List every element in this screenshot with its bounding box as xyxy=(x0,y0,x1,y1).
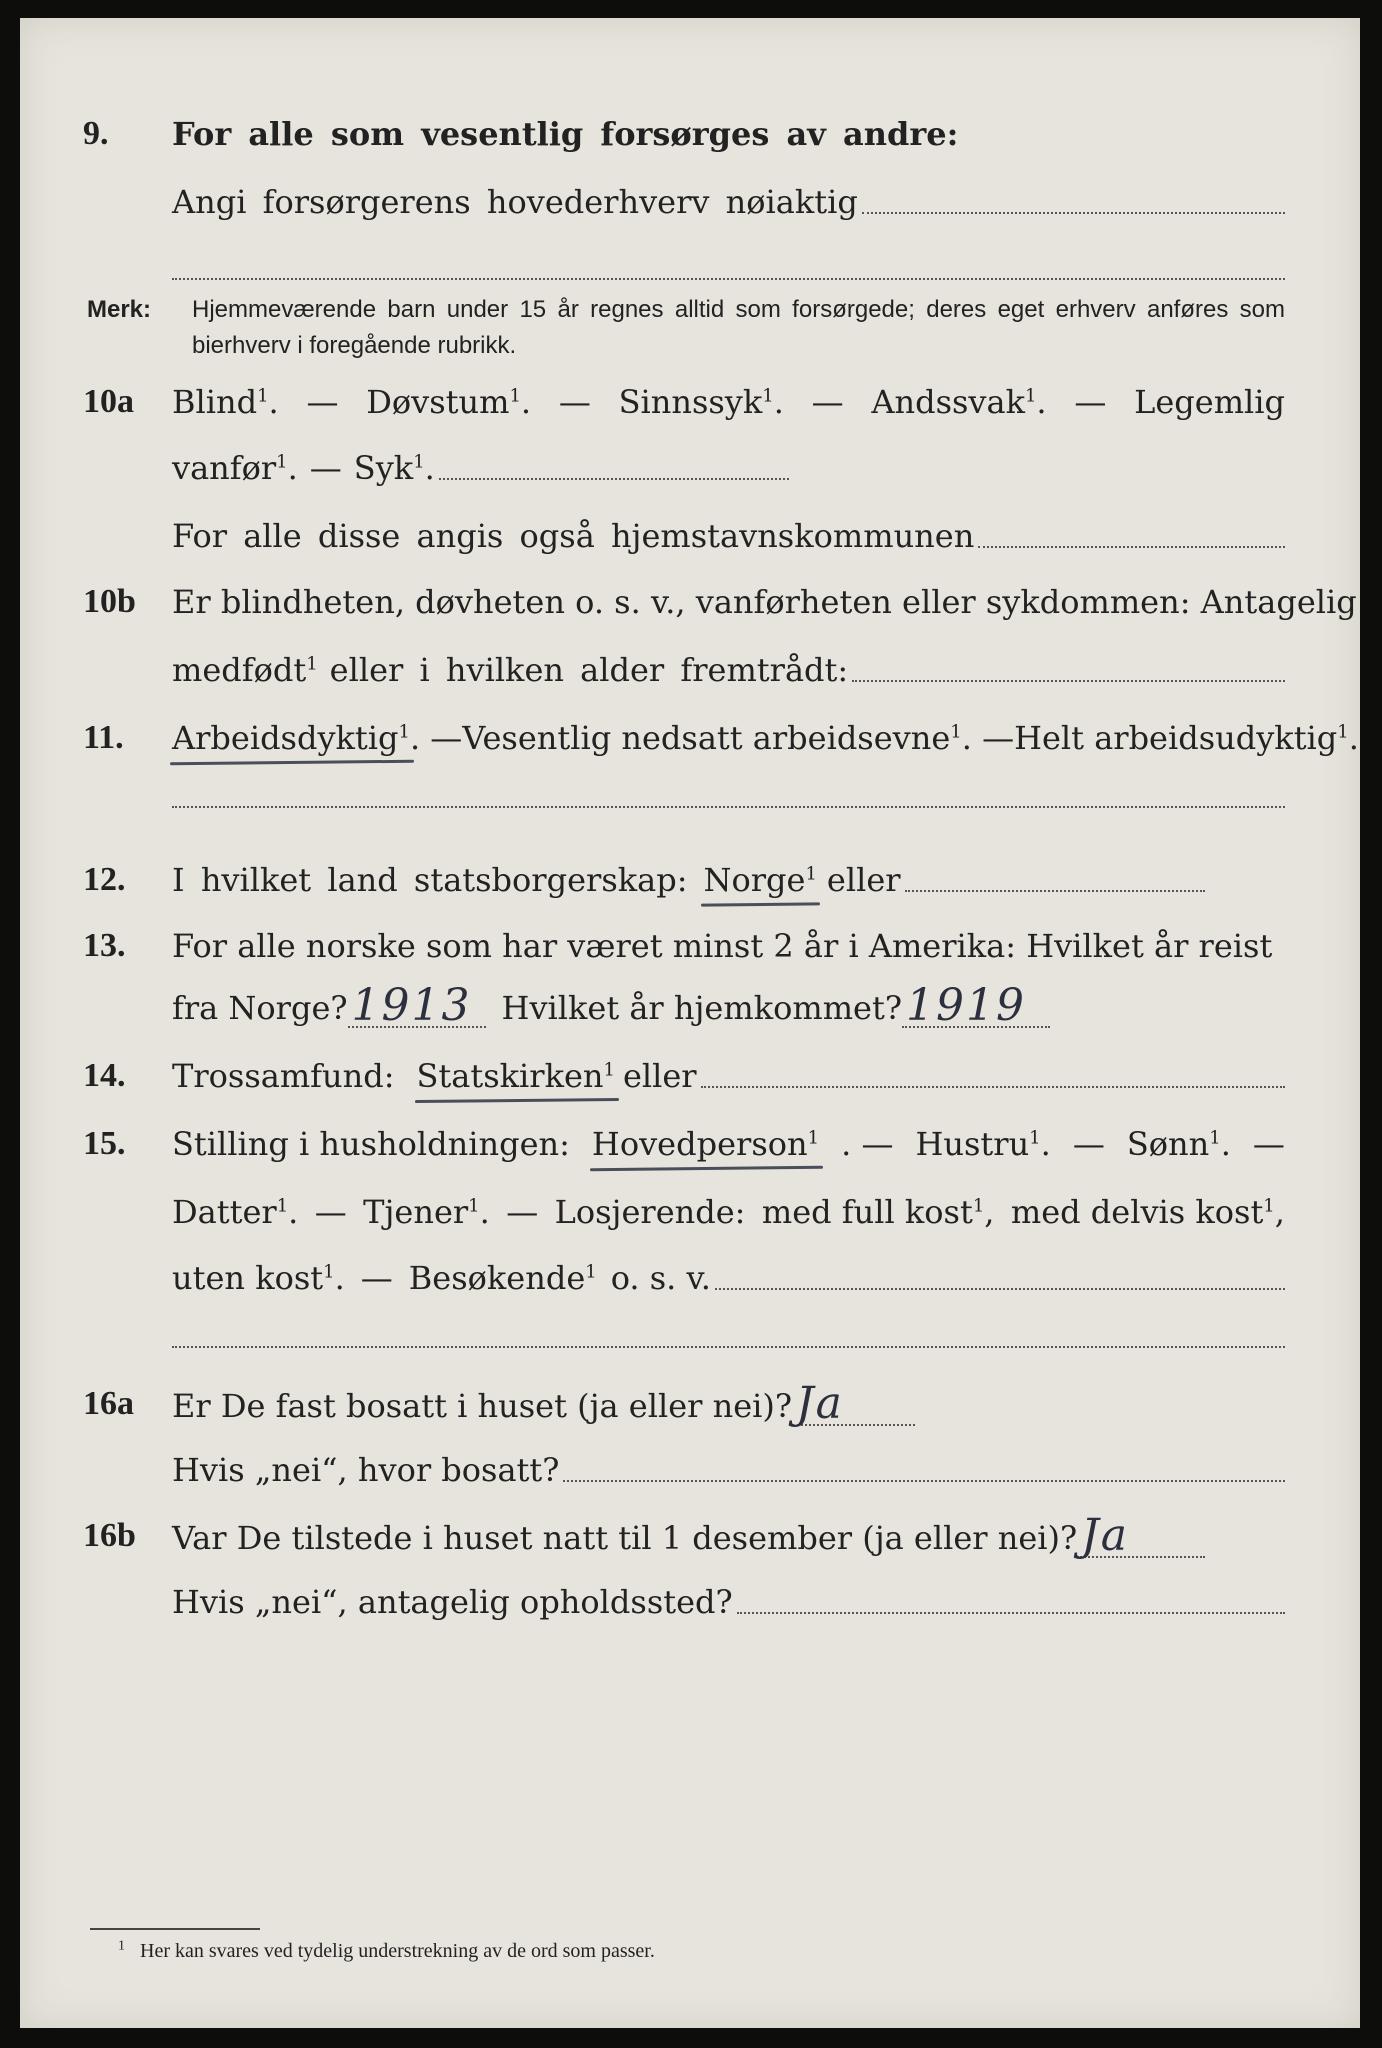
question-number: 13. xyxy=(83,927,126,964)
question-text: For alle disse angis også hjemstavnskommunen xyxy=(172,517,975,555)
answer-line[interactable] xyxy=(172,804,1285,808)
answer-year-returned[interactable] xyxy=(902,980,1050,1031)
question-number: 15. xyxy=(83,1125,126,1162)
handwritten-answer: 1913 xyxy=(351,980,472,1031)
answer-line[interactable] xyxy=(852,678,1285,682)
answer-line[interactable] xyxy=(737,1610,1285,1614)
answer-line[interactable] xyxy=(978,544,1285,548)
census-form-page: 9. For alle som vesentlig forsørges av andre: Angi forsørgerens hovederhverv nøiaktig Merk: Hjemmeværende barn under 15 år regnes alltid som forsørgede; deres eget erhverv anføres som bierhverv i foregående rubrikk. 10a Blind$^1$. — Døvstum$^1$. — Sinnssyk$^1$. — Andssvak$^1$. — Legemlig vanfør$^1$. — Syk$^1$. For alle disse angis også hjemstavnskommunen 10b Er blindheten, døvheten o. s. v., vanførheten eller sykdommen: Antagelig medfødt$^1$ eller i hvilken alder fremtrådt: 11. Arbeidsdyktig$^1$ . — Vesentlig nedsatt arbeidsevne$^1$ . — Helt arbeidsudyktig$^1$. 12. I hvilket land statsborgerskap: Norge$^1$ eller 13. For alle norske som har været minst 2 år i Amerika: Hvilket år reist fra Norge? 1913 Hvilket år hjemkommet? 1919 14. Trossamfund: Statskirken$^1$ eller 15. Stilling i husholdningen: Hovedperson$^1$ . — Hustru$^1$. — Sønn$^1$. — Datter$^1$. — Tjener$^1$. — Losjerende: med full kost$^1$, med delvis kost$^1$, uten kost$^1$. — Besøkende$^1$ o. s. v. 16a Er De fast bosatt i huset (ja eller nei)? Ja Hvis „nei“, hvor bosatt? 16b Var De tilstede i huset natt til 1 desember (ja eller nei)? Ja Hvis „nei“, antagelig opholdssted? $^1$ Her kan svares ved tydelig understrekning av de ord som passer. xyxy=(20,18,1360,2028)
answer-year-left[interactable] xyxy=(348,980,486,1031)
option-syk: Syk$^1$. xyxy=(353,449,435,487)
handwritten-answer: Ja xyxy=(1081,1510,1130,1561)
option-norge-underlined[interactable]: Norge$^1$ xyxy=(703,861,817,899)
note-block xyxy=(87,292,1285,372)
answer-line[interactable] xyxy=(563,1478,1285,1482)
footnote-text: Her kan svares ved tydelig understrekning av de ord som passer. xyxy=(140,1940,655,1962)
question-number: 16b xyxy=(83,1517,136,1554)
handwritten-answer: 1919 xyxy=(906,980,1026,1031)
question-number: 10a xyxy=(83,383,134,420)
question-number: 9. xyxy=(83,115,109,152)
option-sinnssyk: Sinnssyk$^1$. xyxy=(618,383,784,421)
question-number: 11. xyxy=(83,719,124,756)
option-hovedperson-underlined[interactable]: Hovedperson$^1$ xyxy=(591,1125,820,1163)
question-number: 16a xyxy=(83,1385,134,1422)
answer-tilstede[interactable] xyxy=(1077,1510,1205,1561)
answer-line[interactable] xyxy=(715,1286,1285,1290)
option-vanfor: vanfør$^1$. xyxy=(172,449,298,487)
option-medfodt: medfødt$^1$ xyxy=(172,651,318,689)
answer-line[interactable] xyxy=(862,210,1285,214)
note-text: Hjemmeværende barn under 15 år regnes alltid som forsørgede; deres eget erhverv anføres som bierhverv i foregående rubrikk. xyxy=(192,296,1285,359)
option-legemlig: Legemlig xyxy=(1134,383,1285,421)
answer-fast-bosatt[interactable] xyxy=(792,1378,915,1429)
answer-line[interactable] xyxy=(172,276,1285,280)
question-number: 14. xyxy=(83,1057,126,1094)
option-udyktig: Helt arbeidsudyktig$^1$. xyxy=(1014,719,1359,757)
option-andssvak: Andssvak$^1$. xyxy=(871,383,1047,421)
question-number: 12. xyxy=(83,861,126,898)
answer-line[interactable] xyxy=(701,1084,1285,1088)
footnote-rule xyxy=(90,1928,260,1930)
answer-line[interactable] xyxy=(172,1344,1285,1348)
note-label: Merk: xyxy=(87,296,152,323)
answer-line[interactable] xyxy=(905,888,1205,892)
handwritten-answer: Ja xyxy=(796,1378,844,1429)
question-text: For alle norske som har været minst 2 år i Amerika: Hvilket år reist xyxy=(172,927,1273,965)
question-number: 10b xyxy=(83,583,136,620)
option-blind: Blind$^1$. xyxy=(172,383,279,421)
question-text: Angi forsørgerens hovederhverv nøiaktig xyxy=(172,183,858,221)
option-arbeidsdyktig-underlined[interactable]: Arbeidsdyktig$^1$ xyxy=(172,719,410,757)
option-nedsatt: Vesentlig nedsatt arbeidsevne$^1$ xyxy=(462,719,962,757)
option-dovstum: Døvstum$^1$. xyxy=(366,383,532,421)
question-text: For alle som vesentlig forsørges av andre: xyxy=(172,115,959,153)
footnote: $^1$ Her kan svares ved tydelig understrekning av de ord som passer. xyxy=(118,1938,655,1962)
option-statskirken-underlined[interactable]: Statskirken$^1$ xyxy=(416,1057,615,1095)
question-text: Er blindheten, døvheten o. s. v., vanførheten eller sykdommen: Antagelig xyxy=(172,583,1357,621)
answer-line[interactable] xyxy=(439,476,789,480)
